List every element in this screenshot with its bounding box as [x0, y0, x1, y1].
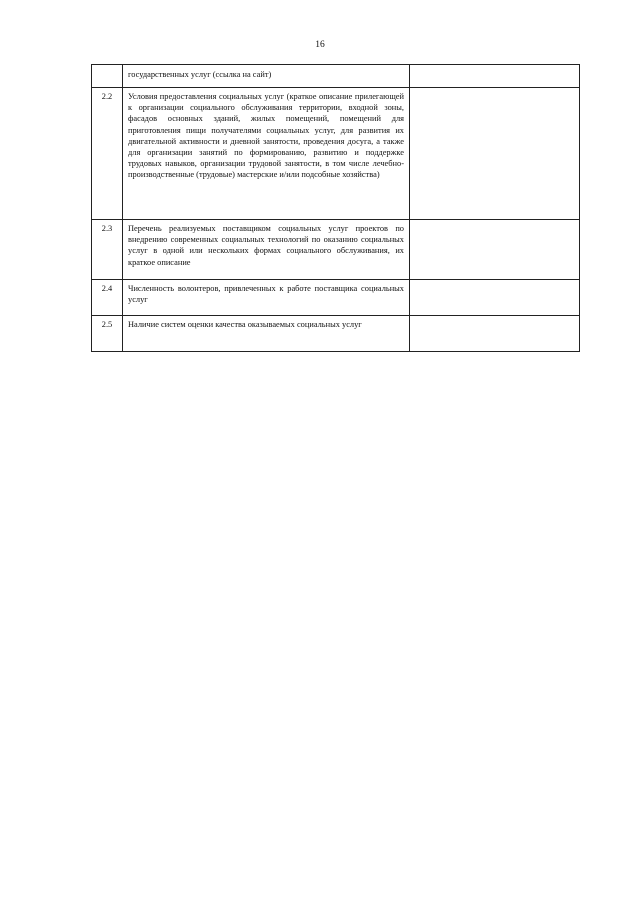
row-number-cell: 2.5: [92, 316, 123, 352]
row-description-cell: [123, 65, 410, 88]
row-description-cell: [123, 220, 410, 280]
row-description-cell: [123, 316, 410, 352]
row-description: Численность волонтеров, привлеченных к работе поставщика социальных услуг: [128, 284, 404, 305]
row-value-cell: [410, 316, 580, 352]
row-description: государственных услуг (ссылка на сайт): [128, 70, 272, 79]
row-number-cell: 2.4: [92, 280, 123, 316]
row-value-cell: [410, 65, 580, 88]
row-number-cell: 2.3: [92, 220, 123, 280]
row-number-cell: 2.2: [92, 88, 123, 220]
row-value-cell: [410, 88, 580, 220]
table-row: [92, 88, 580, 220]
table-row: [92, 280, 580, 316]
row-description: Перечень реализуемых поставщиком социальных услуг проектов по внедрению современных социальных технологий по оказанию социальных услуг в одной или нескольких формах социального обслуживания, их краткое описание: [128, 224, 404, 267]
table-row: [92, 65, 580, 88]
row-value-cell: [410, 220, 580, 280]
row-value-cell: [410, 280, 580, 316]
page-number: 16: [315, 40, 325, 50]
table-row: [92, 220, 580, 280]
row-description: Наличие систем оценки качества оказываемых социальных услуг: [128, 320, 362, 329]
row-number-cell: [92, 65, 123, 88]
social-services-table: [91, 64, 580, 352]
row-description: Условия предоставления социальных услуг (краткое описание прилегающей к организации социального обслуживания территории, входной зоны, фасадов основных зданий, жилых помещений, помещений для приготовления пищи получателями социальных услуг, для развития их двигательной активности и дневной занятости, проведения досуга, а также для организации занятий по формированию, развитию и поддержке трудовых навыков, организации трудовой занятости, в том числе лечебно-производственные (трудовые) мастерские и/или подсобные хозяйства): [128, 92, 404, 180]
row-description-cell: [123, 280, 410, 316]
row-description-cell: [123, 88, 410, 220]
table-row: [92, 316, 580, 352]
